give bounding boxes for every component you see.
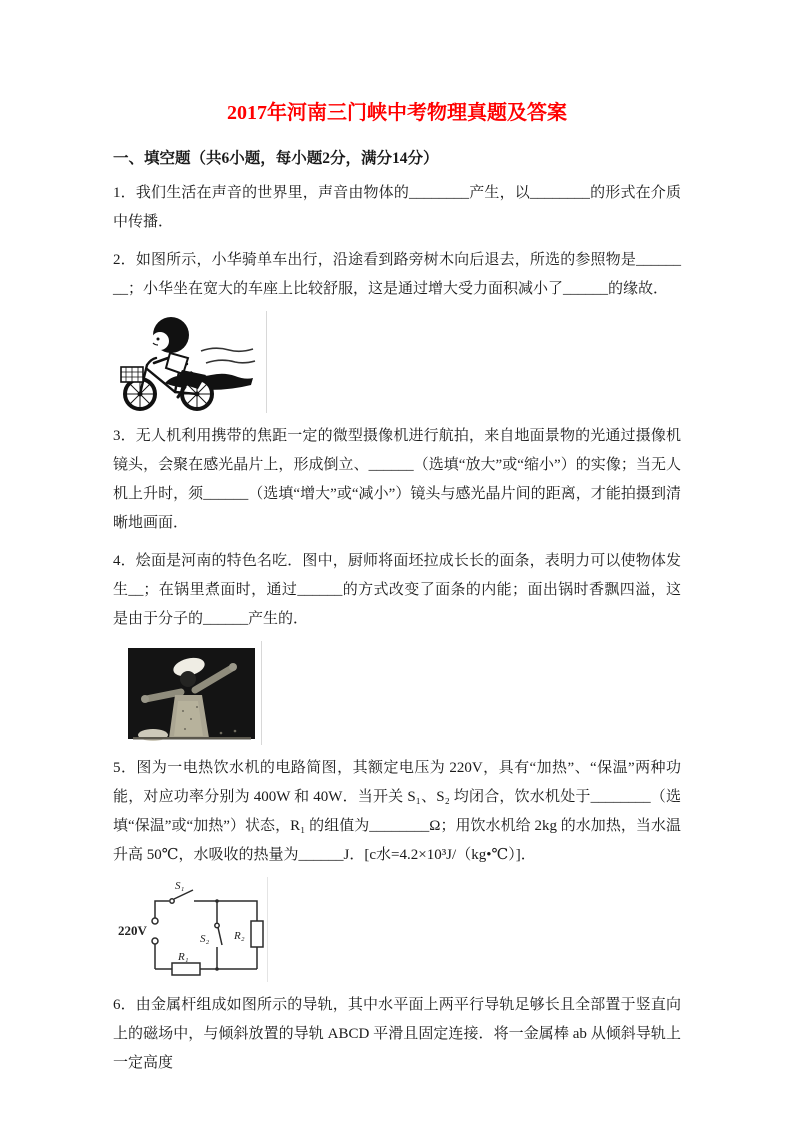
switch1-label: S₁ xyxy=(175,880,185,892)
resistor2-label: R₂ xyxy=(234,930,245,942)
bike-illustration-drawing xyxy=(113,311,266,413)
question-2: 2．如图所示，小华骑单车出行，沿途看到路旁树木向后退去，所选的参照物是________；小华坐在宽大的车座上比较舒服，这是通过增大受力面积减小了______的缘故． xyxy=(113,252,681,297)
noodle-chef-drawing xyxy=(125,641,261,745)
question-4: 4．烩面是河南的特色名吃．图中，厨师将面坯拉成长长的面条，表明力可以使物体发生__；在锅里煮面时，通过______的方式改变了面条的内能；面出锅时香飘四溢，这是由于分子的______产生的． xyxy=(113,553,681,627)
question-6: 6．由金属杆组成如图所示的导轨，其中水平面上两平行导轨足够长且全部置于竖直向上的磁场中，与倾斜放置的导轨 ABCD 平滑且固定连接．将一金属棒 ab 从倾斜导轨上一定高度 xyxy=(113,997,681,1071)
question-1: 1．我们生活在声音的世界里，声音由物体的________产生，以________的形式在介质中传播． xyxy=(113,185,681,230)
circuit-drawing xyxy=(117,877,267,982)
section-heading: 一、填空题（共6小题，每小题2分，满分14分） xyxy=(113,150,439,167)
circuit-diagram xyxy=(117,877,268,982)
page-title: 2017年河南三门峡中考物理真题及答案 xyxy=(227,102,567,124)
voltage-label: 220V xyxy=(118,923,147,938)
noodle-chef-photo xyxy=(125,641,262,745)
bike-illustration xyxy=(113,311,267,413)
switch2-label: S₂ xyxy=(200,933,210,945)
question-3: 3．无人机利用携带的焦距一定的微型摄像机进行航拍，来自地面景物的光通过摄像机镜头，会聚在感光晶片上，形成倒立、______（选填“放大”或“缩小”）的实像；当无人机上升时，须______（选填“增大”或“减小”）镜头与感光晶片间的距离，才能拍摄到清晰地画面． xyxy=(113,428,681,531)
question-5: 5．图为一电热饮水机的电路简图，其额定电压为 220V，具有“加热”、“保温”两种功能，对应功率分别为 400W 和 40W．当开关 S₁、S₂ 均闭合，饮水机处于________（选填“保温”或“加热”）状态，R₁ 的组值为________Ω；用饮水机给 2kg 的水加热，当水温升高 50℃，水吸收的热量为______J．[c水=4.2×10³J/（kg•℃）]． xyxy=(113,760,681,863)
resistor1-label: R₁ xyxy=(178,951,189,963)
